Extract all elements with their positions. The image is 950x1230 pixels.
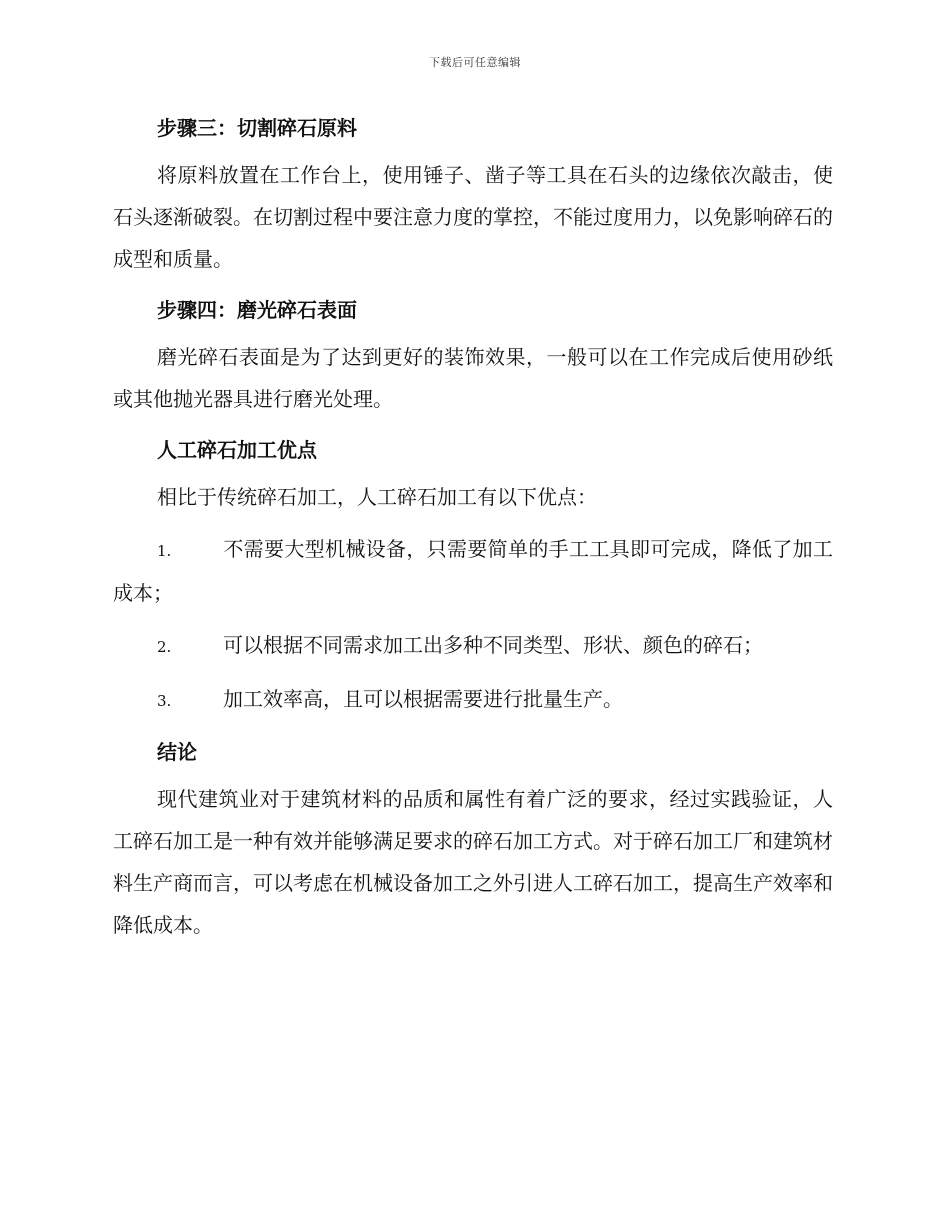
list-item-text: 不需要大型机械设备，只需要简单的手工工具即可完成，降低了加工成本； — [113, 537, 833, 605]
step3-heading: 步骤三：切割碎石原料 — [157, 116, 357, 140]
advantages-intro: 相比于传统碎石加工，人工碎石加工有以下优点： — [157, 485, 597, 509]
list-item — [113, 528, 833, 614]
conclusion-heading: 结论 — [157, 740, 197, 764]
conclusion-paragraph: 现代建筑业对于建筑材料的品质和属性有着广泛的要求，经过实践验证，人工碎石加工是一种有效并能够满足要求的碎石加工方式。对于碎石加工厂和建筑材料生产商而言，可以考虑在机械设备加工之外引进人工碎石加工，提高生产效率和降低成本。 — [113, 787, 833, 937]
advantages-heading: 人工碎石加工优点 — [157, 438, 317, 462]
list-number: 1. — [157, 542, 172, 560]
list-number: 3. — [157, 692, 172, 710]
document-body — [113, 112, 833, 946]
list-item — [113, 624, 833, 668]
step4-heading: 步骤四：磨光碎石表面 — [157, 298, 357, 322]
list-number: 2. — [157, 638, 172, 656]
list-item-text: 加工效率高，且可以根据需要进行批量生产。 — [223, 687, 623, 711]
step3-paragraph: 将原料放置在工作台上，使用锤子、凿子等工具在石头的边缘依次敲击，使石头逐渐破裂。在切割过程中要注意力度的掌控，不能过度用力，以免影响碎石的成型和质量。 — [113, 163, 833, 271]
page-header-note: 下载后可任意编辑 — [429, 56, 521, 69]
list-item-text: 可以根据不同需求加工出多种不同类型、形状、颜色的碎石； — [223, 633, 763, 657]
list-item — [113, 678, 833, 722]
step4-paragraph: 磨光碎石表面是为了达到更好的装饰效果，一般可以在工作完成后使用砂纸或其他抛光器具进行磨光处理。 — [113, 345, 833, 411]
